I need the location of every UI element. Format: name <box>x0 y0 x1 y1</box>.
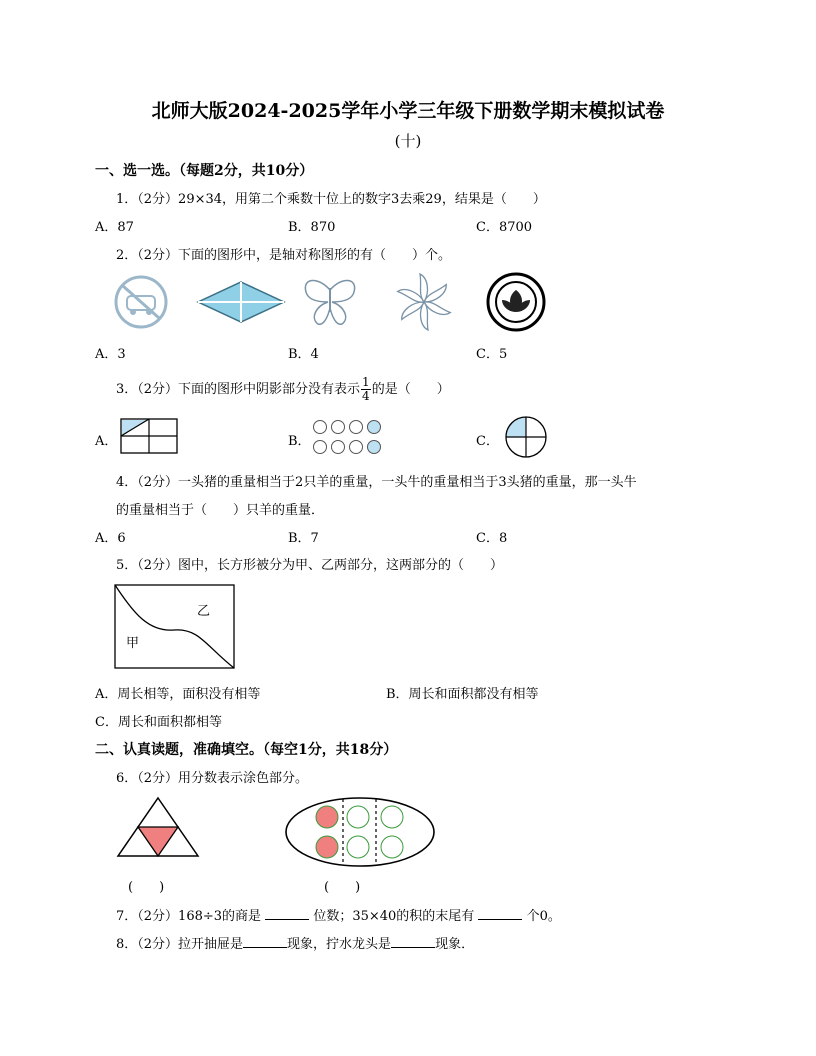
q7-text: 7．（2分）168÷3的商是 位数；35×40的积的末尾有 个0。 <box>116 909 561 924</box>
q1-option-c: C．8700 <box>476 220 533 235</box>
q8-blank-1[interactable] <box>243 935 287 948</box>
q6-ellipse-circles-figure <box>284 796 436 868</box>
q7-blank-1[interactable] <box>265 907 309 920</box>
q7-blank-2[interactable] <box>478 907 522 920</box>
rhombus-figure <box>196 280 286 324</box>
q5-label-yi: 乙 <box>197 604 211 619</box>
q6-triangle-figure <box>116 796 200 858</box>
pinwheel-flower-figure <box>394 272 454 332</box>
section1-heading: 一、选一选。（每题2分，共10分） <box>95 163 314 179</box>
q1-option-b: B．870 <box>288 220 336 235</box>
q3-option-b: B． <box>288 434 311 449</box>
q4-line2: 的重量相当于（ ）只羊的重量． <box>116 503 325 518</box>
section2-heading: 二、认真读题，准确填空。（每空1分，共18分） <box>95 742 398 758</box>
q6-answer-paren-2: ( ) <box>324 880 361 895</box>
q4-option-a: A．6 <box>95 531 126 546</box>
q5-rectangle-split-figure <box>114 584 236 670</box>
leaf-emblem-figure <box>486 272 546 332</box>
q3-text: 3．（2分）下面的图形中阴影部分没有表示 $\frac{1}{4}$ 的是（ ） <box>116 375 450 403</box>
q5-label-jia: 甲 <box>126 636 140 651</box>
q4-option-b: B．7 <box>288 531 319 546</box>
q4-option-c: C．8 <box>476 531 508 546</box>
q1-option-a: A．87 <box>95 220 134 235</box>
q3-circles-figure <box>312 418 382 458</box>
q5-text: 5．（2分）图中，长方形被分为甲、乙两部分，这两部分的（ ） <box>116 558 504 573</box>
q1-text: 1．（2分）29×34，用第二个乘数十位上的数字3去乘29，结果是（ ） <box>116 192 546 207</box>
exam-title: 北师大版2024-2025学年小学三年级下册数学期末模拟试卷 <box>151 100 665 122</box>
butterfly-figure <box>300 276 360 328</box>
q8-text: 8．（2分）拉开抽屉是 现象，拧水龙头是 现象． <box>116 937 475 952</box>
q4-line1: 4．（2分）一头猪的重量相当于2只羊的重量，一头牛的重量相当于3头猪的重量，那一头牛 <box>116 475 637 490</box>
exam-subtitle: (十) <box>394 132 422 150</box>
q2-option-b: B．4 <box>288 347 319 362</box>
q3-option-c: C． <box>476 434 499 449</box>
q3-rectangle-figure <box>120 418 178 454</box>
q5-option-a: A．周长相等，面积没有相等 <box>95 687 261 702</box>
q6-text: 6．（2分）用分数表示涂色部分。 <box>116 771 309 786</box>
q3-option-a: A． <box>95 434 118 449</box>
q2-option-a: A．3 <box>95 347 126 362</box>
no-horn-sign-figure <box>113 274 169 330</box>
q6-answer-paren-1: ( ) <box>128 880 165 895</box>
q5-option-c: C．周长和面积都相等 <box>95 715 222 730</box>
q8-blank-2[interactable] <box>391 935 435 948</box>
q2-option-c: C．5 <box>476 347 508 362</box>
fraction-one-quarter: $\frac{1}{4}$ <box>362 375 370 403</box>
q2-text: 2．（2分）下面的图形中，是轴对称图形的有（ ）个。 <box>116 248 452 263</box>
q3-quarter-circle-figure <box>504 415 548 459</box>
q5-option-b: B．周长和面积都没有相等 <box>386 687 539 702</box>
